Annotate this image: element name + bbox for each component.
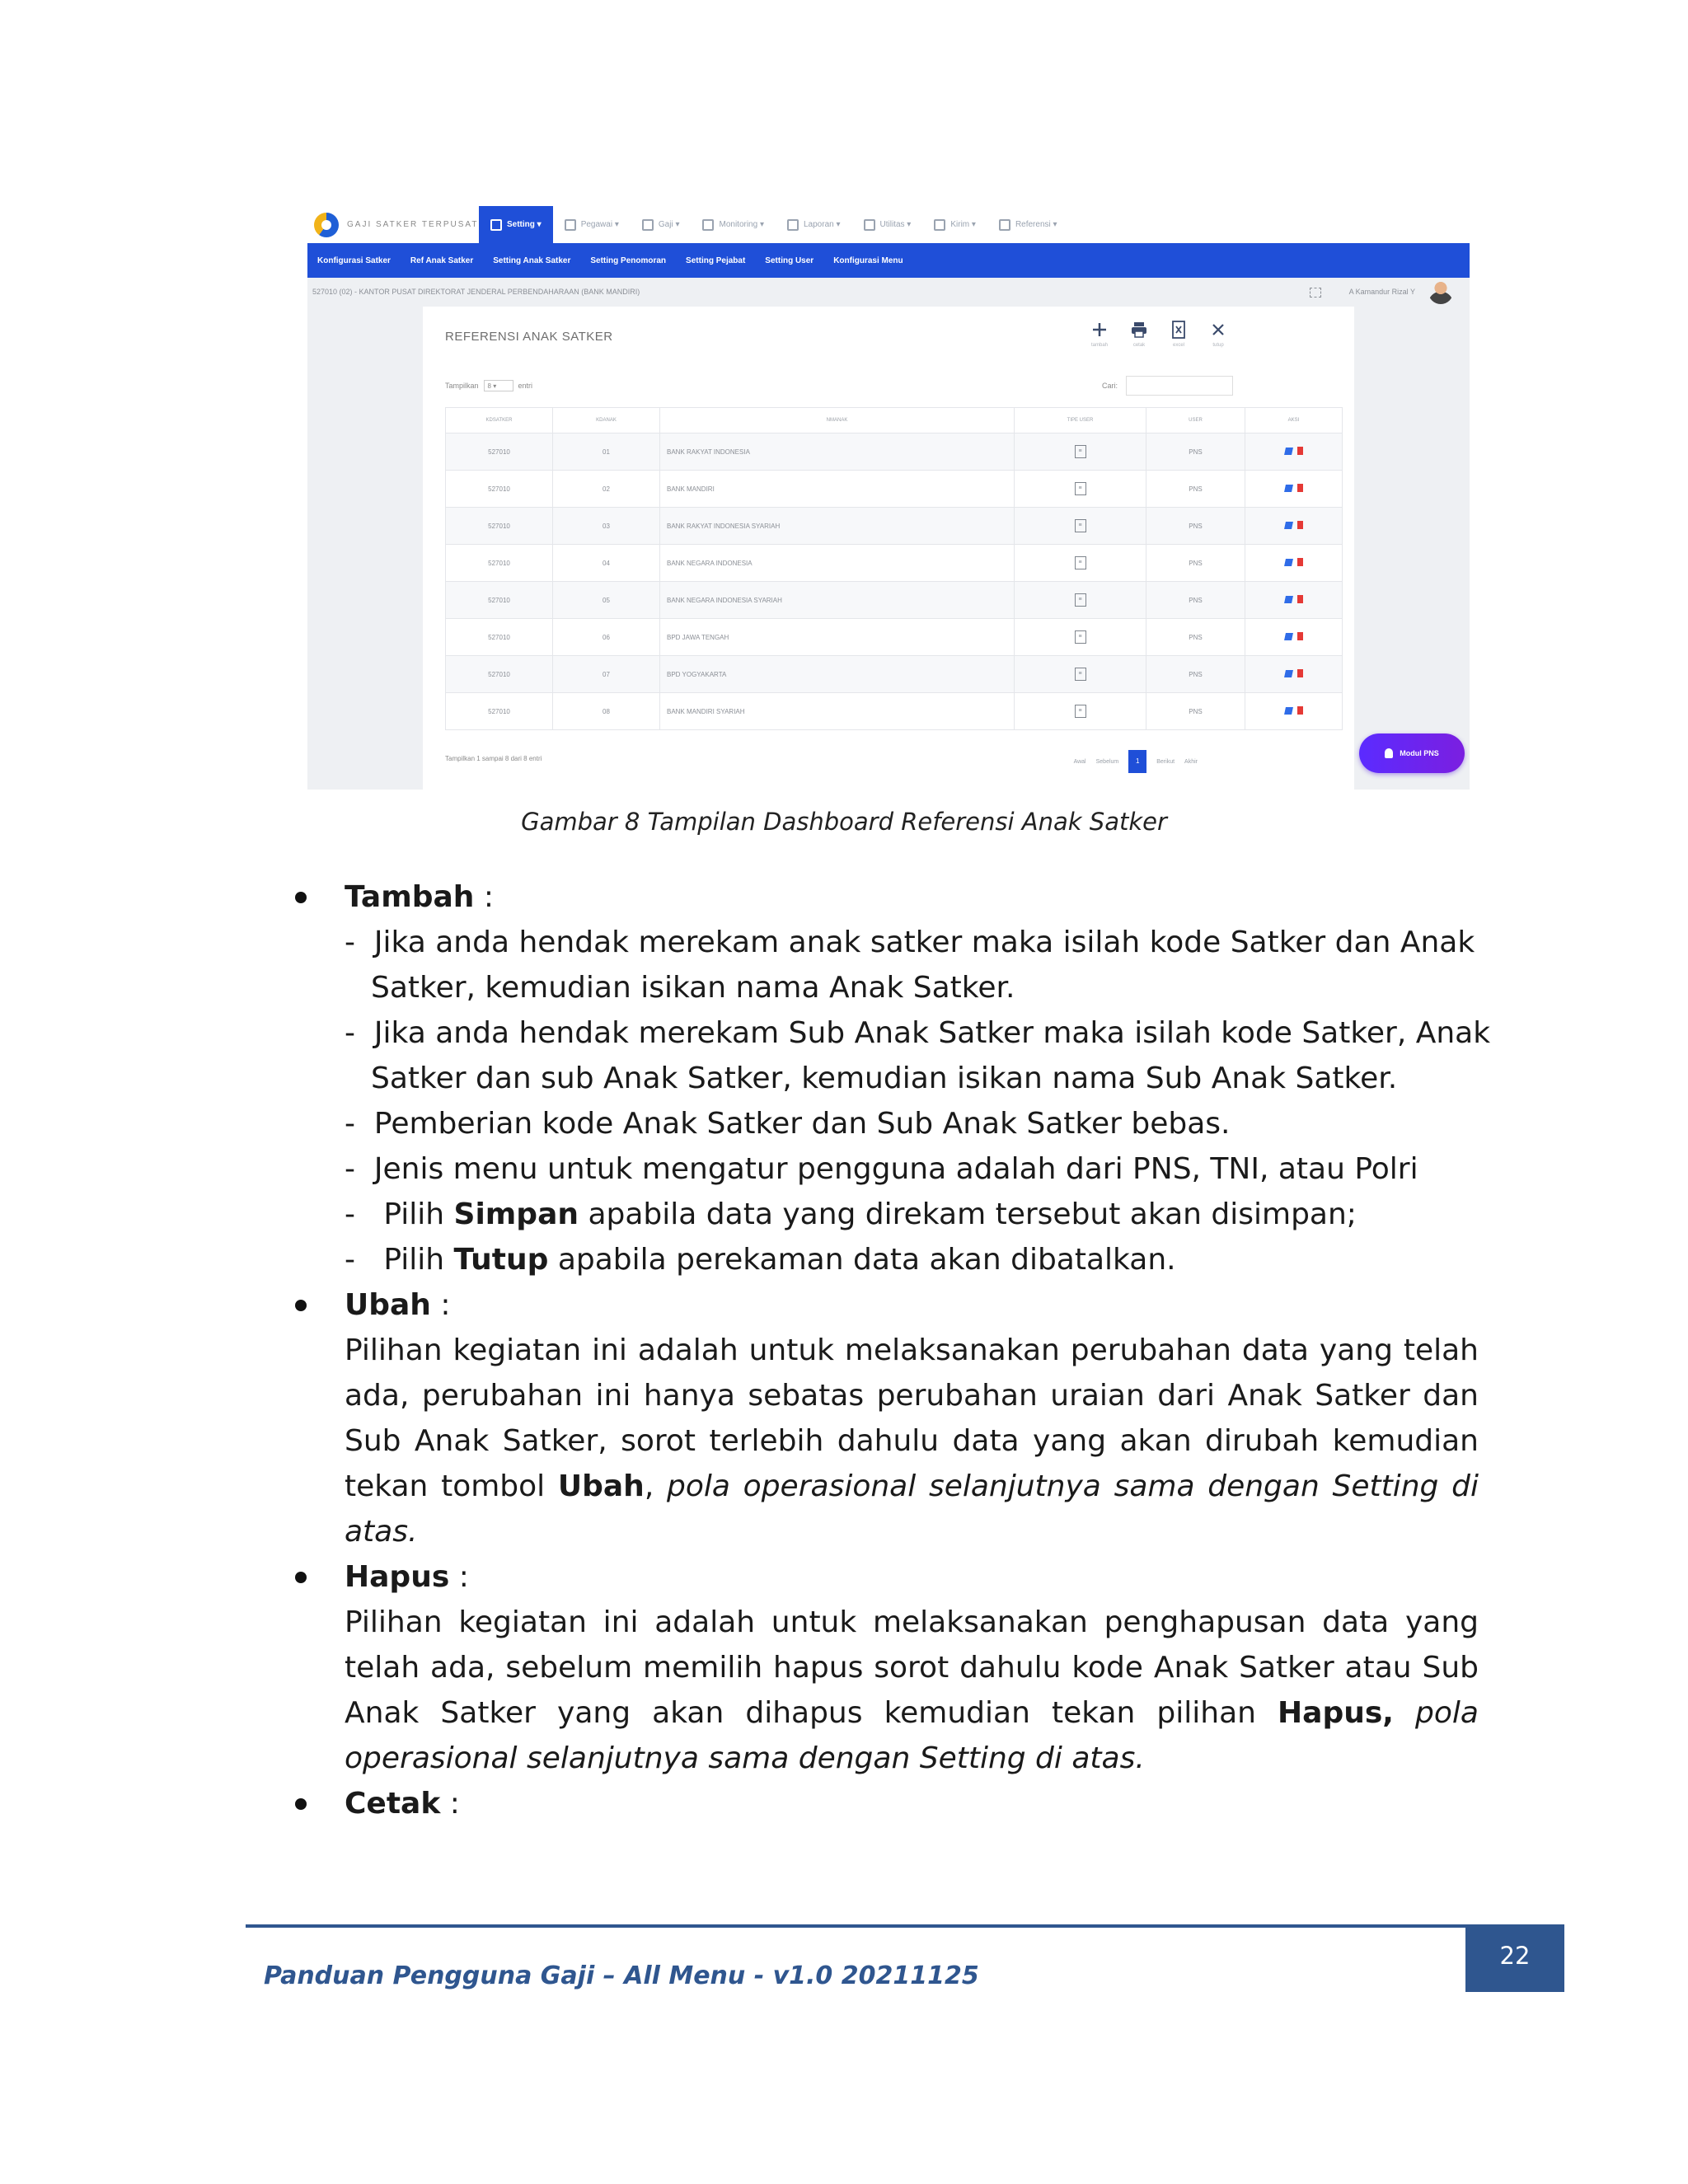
tambah-item-1-cont: Satker, kemudian isikan nama Anak Satker. <box>371 971 1015 1005</box>
bullet-hapus <box>295 1572 307 1583</box>
report-icon <box>787 219 799 231</box>
trash-icon[interactable] <box>1297 558 1303 566</box>
close-icon <box>1208 320 1228 340</box>
ubah-line-4: tekan tombol Ubah, pola operasional selanjutnya sama dengan Setting di <box>345 1469 1479 1503</box>
table-row[interactable]: 527010 01 BANK RAKYAT INDONESIA ≡ PNS <box>446 434 1343 471</box>
bullet-tambah <box>295 892 307 903</box>
subnav-setting-pejabat[interactable]: Setting Pejabat <box>686 255 746 265</box>
tambah-item-4: - Jenis menu untuk mengatur pengguna adalah dari PNS, TNI, atau Polri <box>345 1152 1418 1186</box>
pager-next[interactable]: Berikut <box>1156 758 1175 765</box>
footer-divider <box>246 1924 1465 1928</box>
nav-laporan[interactable]: Laporan ▾ <box>776 206 852 243</box>
tambah-item-6: - Pilih Tutup apabila perekaman data akan dibatalkan. <box>345 1243 1176 1277</box>
col-aksi: AKSI <box>1245 408 1343 434</box>
bullet-ubah <box>295 1300 307 1311</box>
edit-icon[interactable] <box>1284 633 1293 640</box>
gift-icon <box>642 219 654 231</box>
subnav-setting-penomoran[interactable]: Setting Penomoran <box>590 255 667 265</box>
search-control: Cari: <box>1102 376 1233 396</box>
footer-title: Panduan Pengguna Gaji – All Menu - v1.0 20211125 <box>264 1961 979 1990</box>
edit-icon[interactable] <box>1284 559 1293 566</box>
tambah-item-5: - Pilih Simpan apabila data yang direkam tersebut akan disimpan; <box>345 1197 1357 1231</box>
table-row[interactable]: 527010 05 BANK NEGARA INDONESIA SYARIAH ≡ PNS <box>446 582 1343 619</box>
close-button[interactable]: tutup <box>1204 320 1232 353</box>
table-row[interactable]: 527010 08 BANK MANDIRI SYARIAH ≡ PNS <box>446 693 1343 730</box>
trash-icon[interactable] <box>1297 447 1303 455</box>
table-row[interactable]: 527010 06 BPD JAWA TENGAH ≡ PNS <box>446 619 1343 656</box>
nav-monitoring[interactable]: Monitoring ▾ <box>691 206 776 243</box>
gear-icon <box>490 219 502 231</box>
edit-icon[interactable] <box>1284 707 1293 715</box>
tambah-item-1: - Jika anda hendak merekam anak satker maka isilah kode Satker dan Anak <box>345 926 1475 959</box>
trash-icon[interactable] <box>1297 632 1303 640</box>
toolbar <box>1085 320 1232 353</box>
table-row[interactable]: 527010 02 BANK MANDIRI ≡ PNS <box>446 471 1343 508</box>
pager-current[interactable]: 1 <box>1128 750 1146 773</box>
monitor-icon <box>702 219 714 231</box>
ubah-heading: Ubah : <box>345 1288 451 1322</box>
table-row[interactable]: 527010 03 BANK RAKYAT INDONESIA SYARIAH ≡ PNS <box>446 508 1343 545</box>
hapus-line-2: telah ada, sebelum memilih hapus sorot dahulu kode Anak Satker atau Sub <box>345 1651 1479 1685</box>
user-name[interactable]: A Kamandur Rizal Y <box>1348 288 1415 296</box>
document-icon[interactable]: ≡ <box>1075 445 1086 458</box>
document-icon[interactable]: ≡ <box>1075 593 1086 607</box>
nav-gaji[interactable]: Gaji ▾ <box>631 206 692 243</box>
hapus-line-1: Pilihan kegiatan ini adalah untuk melaksanakan penghapusan data yang <box>345 1605 1479 1639</box>
pagination <box>1074 750 1198 773</box>
page-number: 22 <box>1465 1924 1564 1992</box>
subnav-konfigurasi-satker[interactable]: Konfigurasi Satker <box>317 255 391 265</box>
print-button[interactable]: cetak <box>1125 320 1153 353</box>
showing-info: Tampilkan 1 sampai 8 dari 8 entri <box>445 755 542 762</box>
avatar[interactable] <box>1428 279 1453 304</box>
send-icon <box>934 219 945 231</box>
subnav-setting-user[interactable]: Setting User <box>765 255 814 265</box>
panel-title: REFERENSI ANAK SATKER <box>445 330 613 344</box>
edit-icon[interactable] <box>1284 522 1293 529</box>
cetak-heading: Cetak : <box>345 1787 460 1821</box>
app-logo <box>314 213 339 237</box>
hapus-heading: Hapus : <box>345 1560 469 1594</box>
trash-icon[interactable] <box>1297 521 1303 529</box>
main-nav <box>479 206 1069 243</box>
pager-prev[interactable]: Sebelum <box>1095 758 1119 765</box>
document-icon[interactable]: ≡ <box>1075 556 1086 569</box>
list-icon <box>999 219 1010 231</box>
plus-icon <box>1090 320 1109 340</box>
print-icon <box>1129 320 1149 340</box>
entries-control: Tampilkan 8 ▾ entri <box>445 382 533 390</box>
subnav-setting-anak-satker[interactable]: Setting Anak Satker <box>493 255 571 265</box>
trash-icon[interactable] <box>1297 669 1303 677</box>
excel-button[interactable]: excel <box>1165 320 1193 353</box>
edit-icon[interactable] <box>1284 485 1293 492</box>
pager-first[interactable]: Awal <box>1073 758 1086 765</box>
pager-last[interactable]: Akhir <box>1184 758 1198 765</box>
tools-icon <box>864 219 875 231</box>
trash-icon[interactable] <box>1297 595 1303 603</box>
data-table <box>445 407 1343 730</box>
col-nmanak[interactable]: NMANAK <box>660 408 1015 434</box>
users-icon <box>565 219 576 231</box>
sub-nav <box>307 243 1470 278</box>
col-kdanak[interactable]: KDANAK <box>553 408 660 434</box>
figure-caption: Gambar 8 Tampilan Dashboard Referensi Anak Satker <box>521 808 1167 836</box>
table-row[interactable]: 527010 07 BPD YOGYAKARTA ≡ PNS <box>446 656 1343 693</box>
hapus-line-4: operasional selanjutnya sama dengan Setting di atas. <box>345 1741 1145 1775</box>
bullet-cetak <box>295 1798 307 1810</box>
hapus-line-3: Anak Satker yang akan dihapus kemudian tekan pilihan Hapus, pola <box>345 1696 1479 1730</box>
nav-setting[interactable]: Setting ▾ <box>479 206 553 243</box>
ubah-line-1: Pilihan kegiatan ini adalah untuk melaksanakan perubahan data yang telah <box>345 1333 1479 1367</box>
add-button[interactable]: tambah <box>1085 320 1114 353</box>
document-icon[interactable]: ≡ <box>1075 482 1086 495</box>
grid-icon[interactable] <box>1310 288 1321 298</box>
nav-pegawai[interactable]: Pegawai ▾ <box>553 206 631 243</box>
table-row[interactable]: 527010 04 BANK NEGARA INDONESIA ≡ PNS <box>446 545 1343 582</box>
col-user[interactable]: USER <box>1146 408 1245 434</box>
document-icon[interactable]: ≡ <box>1075 630 1086 644</box>
nav-utilitas[interactable]: Utilitas ▾ <box>852 206 923 243</box>
ubah-line-5: atas. <box>345 1515 418 1549</box>
table-header-row <box>446 408 1343 434</box>
col-tipe-user[interactable]: TIPE USER <box>1015 408 1146 434</box>
col-kdsatker[interactable]: KDSATKER <box>446 408 553 434</box>
dashboard-screenshot <box>307 206 1470 790</box>
trash-icon[interactable] <box>1297 484 1303 492</box>
person-icon <box>1385 748 1393 758</box>
ubah-line-2: ada, perubahan ini hanya sebatas perubahan uraian dari Anak Satker dan <box>345 1379 1479 1413</box>
edit-icon[interactable] <box>1284 670 1293 677</box>
document-icon[interactable]: ≡ <box>1075 519 1086 532</box>
excel-icon <box>1169 320 1189 340</box>
subnav-konfigurasi-menu[interactable]: Konfigurasi Menu <box>833 255 903 265</box>
search-input[interactable] <box>1126 376 1233 396</box>
nav-referensi[interactable]: Referensi ▾ <box>987 206 1069 243</box>
tambah-item-3: - Pemberian kode Anak Satker dan Sub Anak Satker bebas. <box>345 1107 1231 1141</box>
app-topbar <box>307 206 1470 243</box>
breadcrumb: 527010 (02) - KANTOR PUSAT DIREKTORAT JENDERAL PERBENDAHARAAN (BANK MANDIRI) <box>312 288 640 296</box>
trash-icon[interactable] <box>1297 706 1303 715</box>
nav-kirim[interactable]: Kirim ▾ <box>922 206 987 243</box>
ubah-line-3: Sub Anak Satker, sorot terlebih dahulu data yang akan dirubah kemudian <box>345 1424 1479 1458</box>
tambah-item-2: - Jika anda hendak merekam Sub Anak Satker maka isilah kode Satker, Anak <box>345 1016 1491 1050</box>
content-panel <box>423 307 1354 790</box>
edit-icon[interactable] <box>1284 596 1293 603</box>
subnav-ref-anak-satker[interactable]: Ref Anak Satker <box>410 255 474 265</box>
modul-pns-button[interactable]: Modul PNS <box>1359 733 1465 773</box>
app-name: GAJI SATKER TERPUSAT <box>347 220 479 229</box>
entries-select[interactable]: 8 ▾ <box>484 380 513 391</box>
document-icon[interactable]: ≡ <box>1075 705 1086 718</box>
tambah-item-2-cont: Satker dan sub Anak Satker, kemudian isikan nama Sub Anak Satker. <box>371 1062 1398 1095</box>
tambah-heading: Tambah : <box>345 880 495 914</box>
breadcrumb-row <box>307 278 1470 306</box>
document-icon[interactable]: ≡ <box>1075 668 1086 681</box>
edit-icon[interactable] <box>1284 448 1293 455</box>
